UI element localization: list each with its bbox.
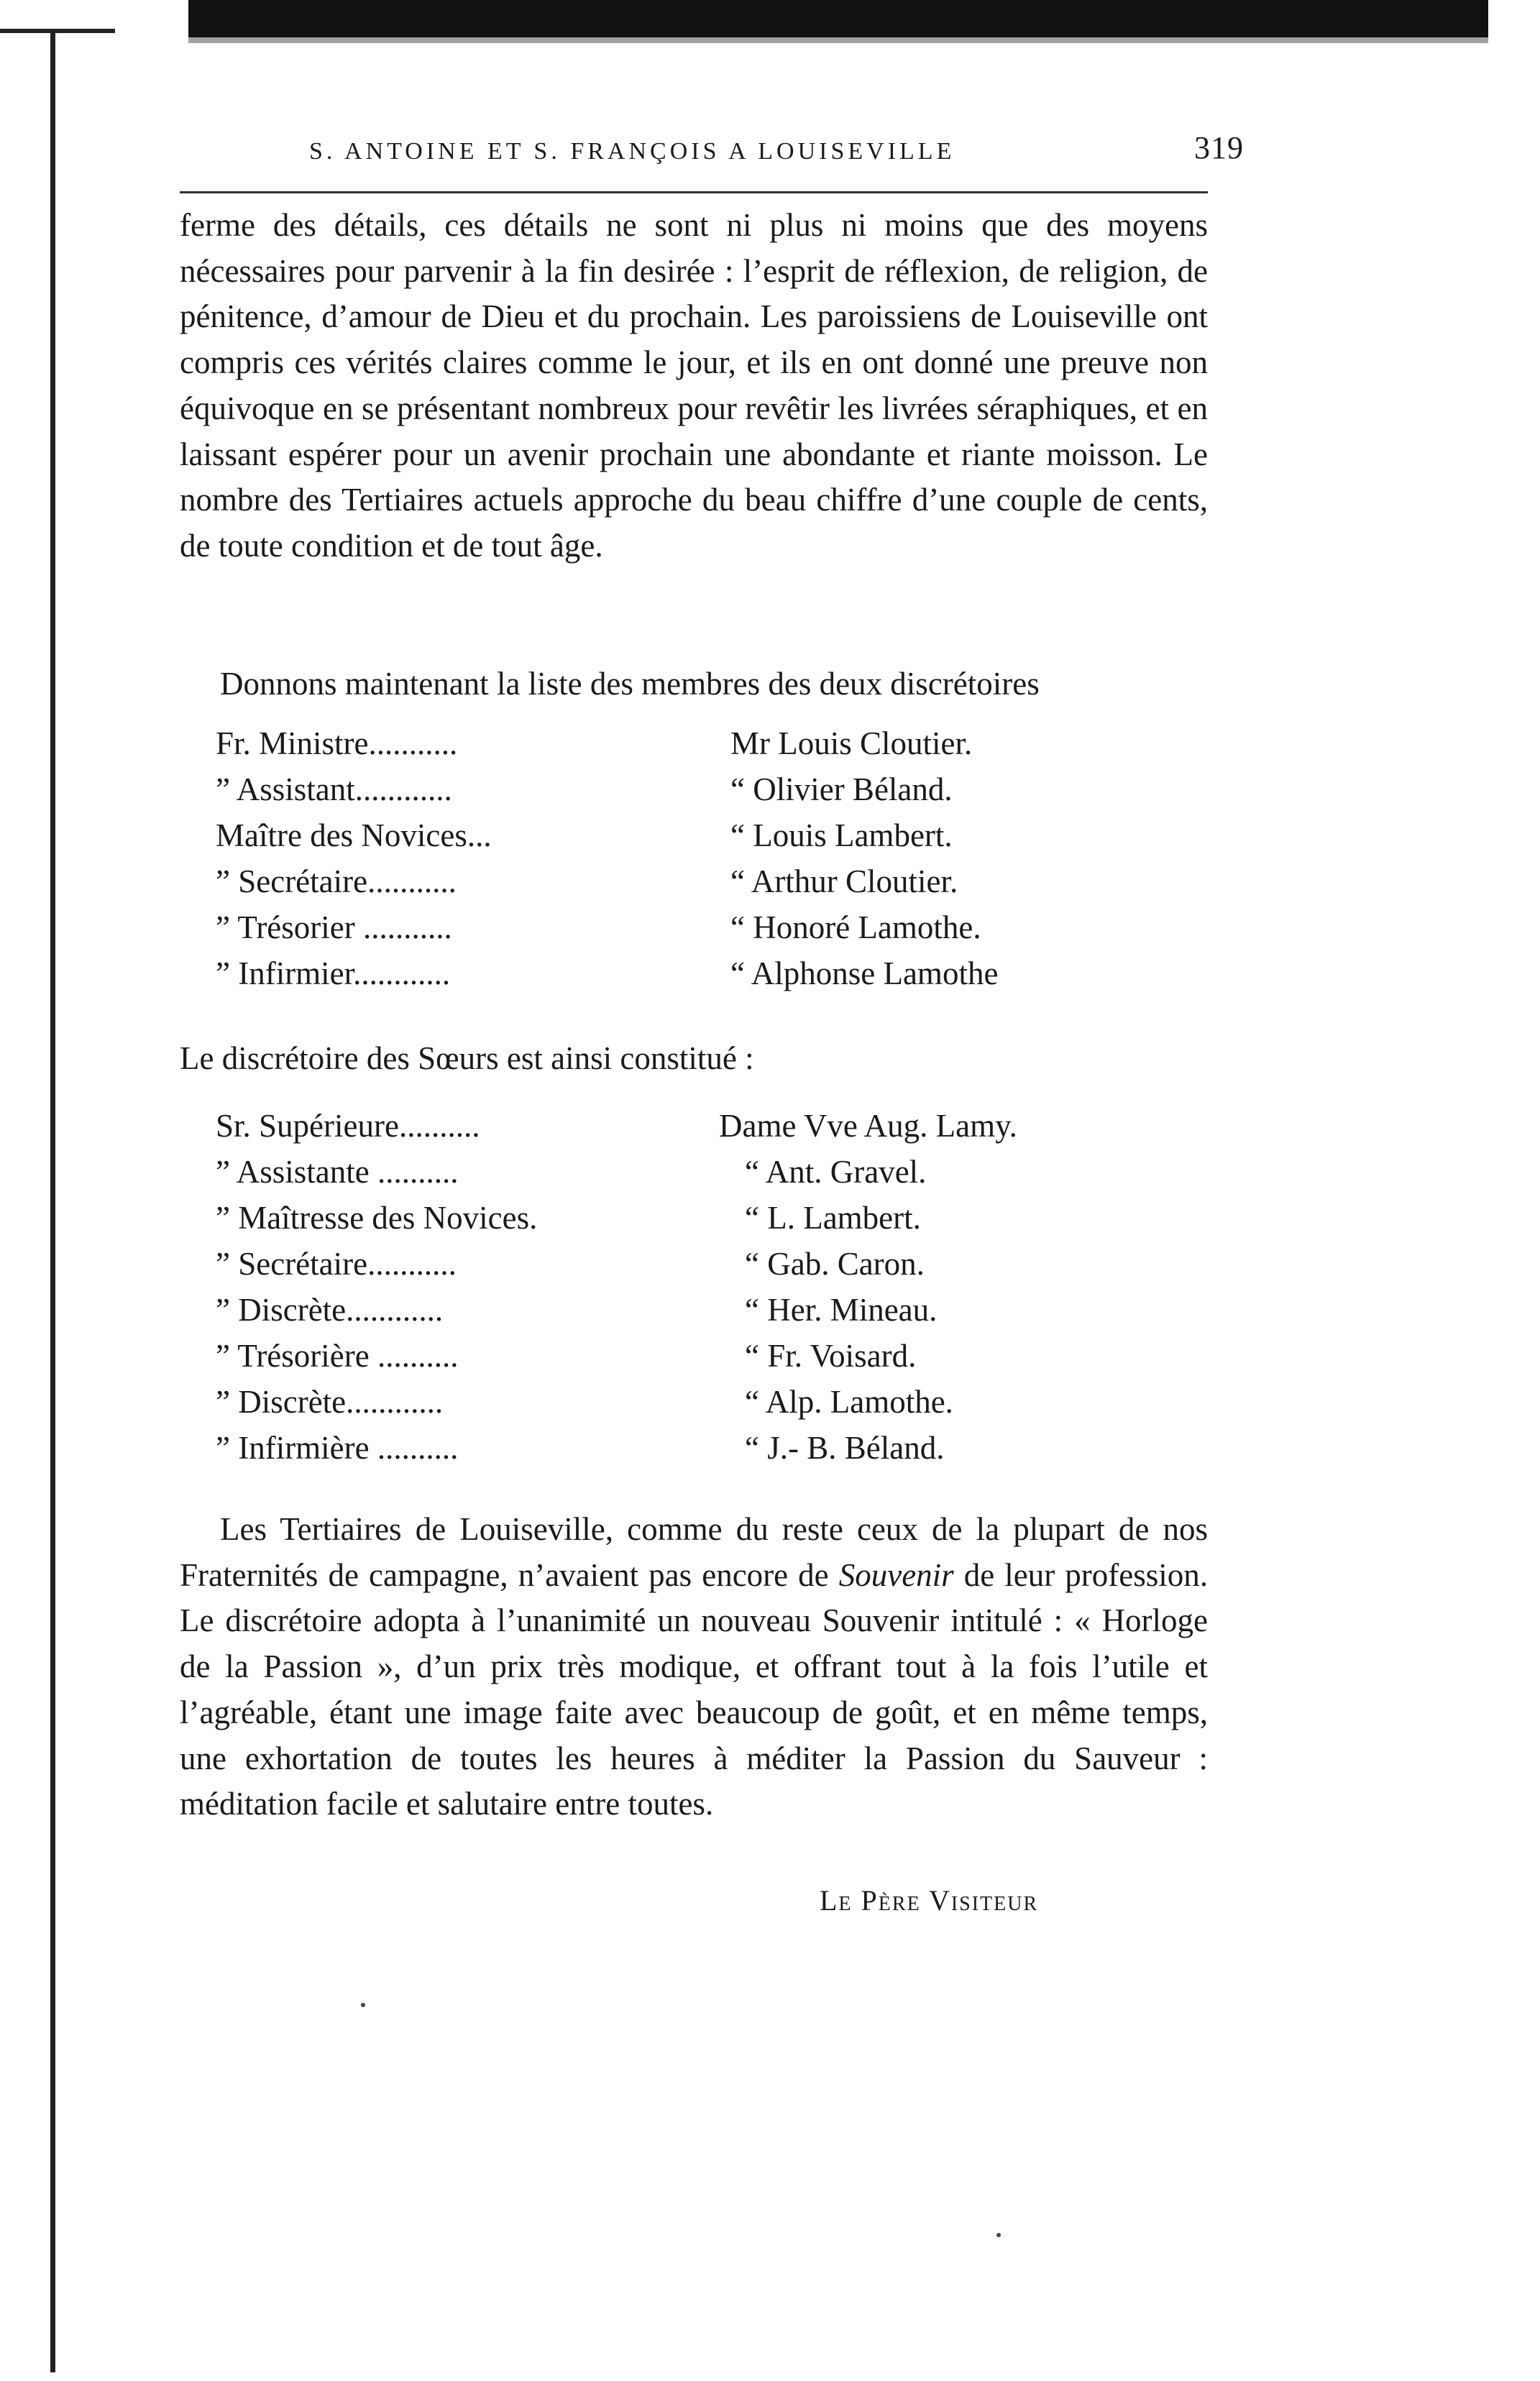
- role-label: ” Trésorière ..........: [216, 1338, 459, 1374]
- list-item: [216, 909, 1150, 955]
- role-label: Sr. Supérieure..........: [216, 1108, 480, 1144]
- member-name: Dame Vve Aug. Lamy.: [719, 1108, 1017, 1144]
- list-item: [216, 955, 1150, 1001]
- role-label: ” Infirmière ..........: [216, 1430, 459, 1466]
- list-item: [216, 1337, 1150, 1383]
- role-label: ” Infirmier............: [216, 955, 451, 991]
- page-header: [309, 127, 1244, 170]
- role-label: Fr. Ministre...........: [216, 725, 458, 761]
- scan-binding-cap: [0, 29, 115, 33]
- discretoire-soeurs-list: [216, 1107, 1150, 1475]
- list-item: [216, 771, 1150, 817]
- list-item: [216, 1199, 1150, 1245]
- signature: Le Père Visiteur: [820, 1884, 1039, 1917]
- page-number: 319: [1194, 130, 1244, 165]
- role-label: ” Assistante ..........: [216, 1154, 459, 1190]
- list-item: [216, 1291, 1150, 1337]
- role-label: ” Discrète............: [216, 1292, 444, 1328]
- list-item: [216, 1107, 1150, 1153]
- list-item: [216, 1245, 1150, 1291]
- role-label: ” Maîtresse des Novices.: [216, 1200, 538, 1236]
- member-name: “ Ant. Gravel.: [745, 1154, 927, 1190]
- running-head: S. ANTOINE ET S. FRANÇOIS A LOUISEVILLE: [309, 138, 955, 165]
- list-item: [216, 863, 1150, 909]
- paragraph-souvenir-start: Les Tertiaires de Louiseville, comme du reste ceux de la plupart de nos Fraternités de campagne, n’avaient pas encore de: [180, 1511, 1208, 1593]
- role-label: ” Discrète............: [216, 1384, 444, 1420]
- member-name: “ Alp. Lamothe.: [745, 1384, 953, 1420]
- paragraph-liste-intro: Donnons maintenant la liste des membres des deux discrétoires: [220, 666, 1040, 702]
- list-item: [216, 1153, 1150, 1199]
- role-label: ” Secrétaire...........: [216, 1246, 457, 1282]
- paragraph-soeurs-intro: Le discrétoire des Sœurs est ainsi constitué :: [180, 1040, 754, 1076]
- member-name: “ Arthur Cloutier.: [730, 863, 958, 899]
- member-name: “ Fr. Voisard.: [745, 1338, 917, 1374]
- member-name: “ L. Lambert.: [745, 1200, 921, 1236]
- scan-speck: [996, 2233, 1001, 2237]
- role-label: Maître des Novices...: [216, 817, 492, 853]
- paragraph-souvenir: [180, 1507, 1208, 1827]
- list-item: [216, 725, 1150, 771]
- paragraph-reflexion: ferme des détails, ces détails ne sont ni plus ni moins que des moyens nécessaires pour parvenir à la fin desirée : l’esprit de réflexion, de religion, de pénitence, d’amour de Dieu et du prochain. Les paroissiens de Louiseville ont compris ces vérités claires comme le jour, et ils en ont donné une preuve non équivoque en se présentant nombreux pour revêtir les livrées séraphiques, et en laissant espérer pour un avenir prochain une abondante et riante moisson. Le nombre des Tertiaires actuels approche du beau chiffre d’une couple de cents, de toute condition et de tout âge.: [180, 207, 1208, 564]
- scan-binding-edge: [50, 29, 55, 2372]
- role-label: ” Secrétaire...........: [216, 863, 457, 899]
- role-label: ” Assistant............: [216, 771, 452, 807]
- souvenir-italic: Souvenir: [838, 1556, 954, 1593]
- member-name: “ Olivier Béland.: [730, 771, 953, 807]
- member-name: “ Alphonse Lamothe: [730, 955, 999, 991]
- scan-top-bar-shadow: [188, 37, 1488, 43]
- member-name: “ Gab. Caron.: [745, 1246, 925, 1282]
- member-name: “ Her. Mineau.: [745, 1292, 938, 1328]
- scan-speck: [361, 2003, 365, 2007]
- list-item: [216, 1383, 1150, 1429]
- header-rule: [180, 191, 1208, 193]
- member-name: “ Honoré Lamothe.: [730, 909, 981, 945]
- scan-top-bar: [188, 0, 1488, 37]
- paragraph-souvenir-end: de leur profession. Le discrétoire adopta à l’unanimité un nouveau Souvenir intitulé : « Horloge de la Passion », d’un prix très modique, et offrant tout à la fois l’utile et l’agréable, étant une image faite avec beaucoup de goût, et en même temps, une exhortation de toutes les heures à méditer la Passion du Sauveur : méditation facile et salutaire entre toutes.: [180, 1556, 1209, 1822]
- discretoire-freres-list: [216, 725, 1150, 1001]
- member-name: “ J.- B. Béland.: [745, 1430, 945, 1466]
- list-item: [216, 817, 1150, 863]
- list-item: [216, 1429, 1150, 1475]
- member-name: “ Louis Lambert.: [730, 817, 953, 853]
- role-label: ” Trésorier ...........: [216, 909, 452, 945]
- member-name: Mr Louis Cloutier.: [730, 725, 973, 761]
